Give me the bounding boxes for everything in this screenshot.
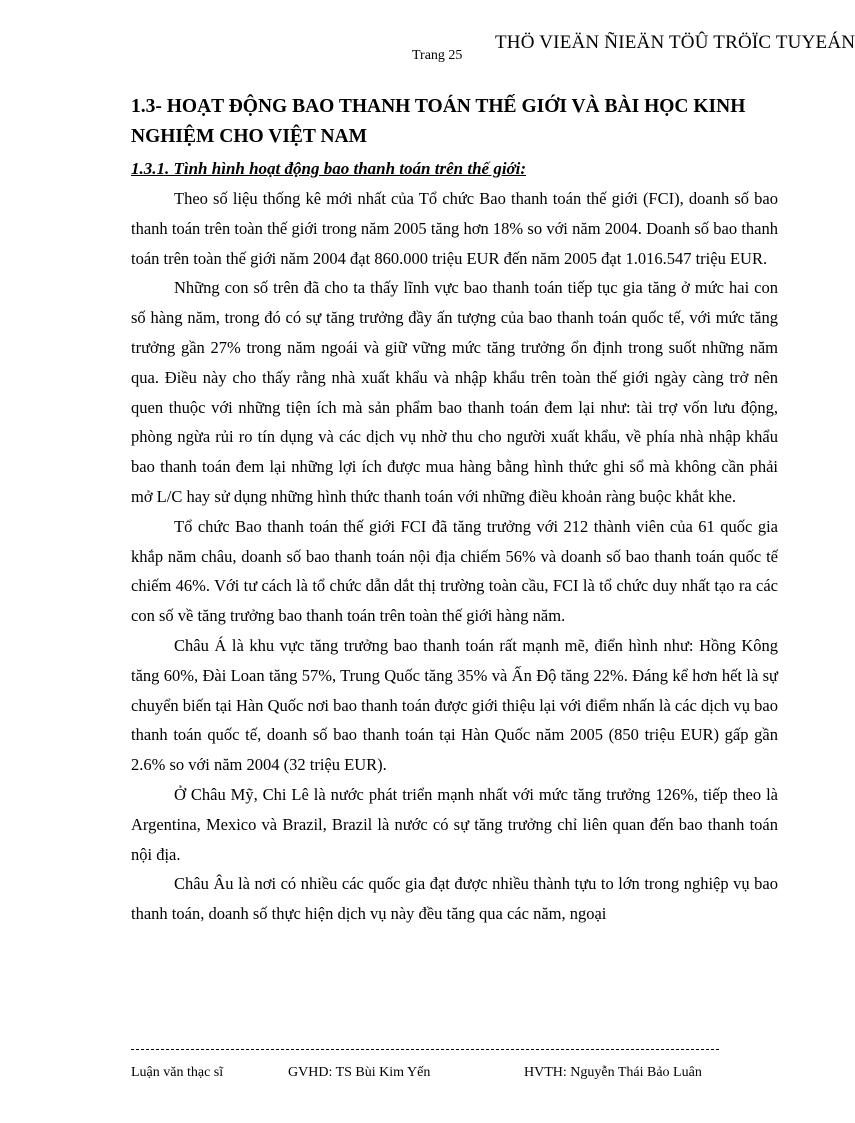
page-number: Trang 25 [412,48,463,63]
paragraph: Ở Châu Mỹ, Chi Lê là nước phát triển mạnh nhất với mức tăng trưởng 126%, tiếp theo là Argentina, Mexico và Brazil, Brazil là nước có sự tăng trưởng chỉ liên quan đến bao thanh toán nội địa. [131,784,778,864]
footer-author: HVTH: Nguyễn Thái Bảo Luân [524,1065,702,1080]
section-heading: 1.3- HOẠT ĐỘNG BAO THANH TOÁN THẾ GIỚI VÀ BÀI HỌC KINH NGHIỆM CHO VIỆT NAM [131,96,746,147]
paragraph: Tổ chức Bao thanh toán thế giới FCI đã tăng trưởng với 212 thành viên của 61 quốc gia khắp năm châu, doanh số bao thanh toán nội địa chiếm 56% và doanh số bao thanh toán quốc tế chiếm 46%. Với tư cách là tổ chức dẫn dắt thị trường toàn cầu, FCI là tổ chức duy nhất tạo ra các con số về tăng trưởng bao thanh toán trên toàn thế giới hàng năm. [131,516,778,626]
paragraph: Châu Âu là nơi có nhiều các quốc gia đạt được nhiều thành tựu to lớn trong nghiệp vụ bao thanh toán, doanh số thực hiện dịch vụ này đều tăng qua các năm, ngoại [131,874,778,924]
footer-divider [131,1049,719,1050]
footer-thesis-type: Luận văn thạc sĩ [131,1065,224,1080]
footer-advisor: GVHD: TS Bùi Kim Yến [288,1065,431,1080]
paragraph: Châu Á là khu vực tăng trưởng bao thanh toán rất mạnh mẽ, điển hình như: Hồng Kông tăng 60%, Đài Loan tăng 57%, Trung Quốc tăng 35% và Ấn Độ tăng 22%. Đáng kể hơn hết là sự chuyển biến tại Hàn Quốc nơi bao thanh toán được giới thiệu lại với điểm nhấn là các dịch vụ bao thanh toán quốc tế, doanh số bao thanh toán tại Hàn Quốc năm 2005 (850 triệu EUR) gấp gần 2.6% so với năm 2004 (32 triệu EUR). [131,635,778,775]
paragraph: Theo số liệu thống kê mới nhất của Tổ chức Bao thanh toán thế giới (FCI), doanh số bao thanh toán trên toàn thế giới trong năm 2005 tăng hơn 18% so với năm 2004. Doanh số bao thanh toán trên toàn thế giới năm 2004 đạt 860.000 triệu EUR đến năm 2005 đạt 1.016.547 triệu EUR. [131,189,778,268]
paragraph: Những con số trên đã cho ta thấy lĩnh vực bao thanh toán tiếp tục gia tăng ở mức hai con số hàng năm, trong đó có sự tăng trưởng đầy ấn tượng của bao thanh toán quốc tế, với mức tăng trưởng gần 27% trong năm ngoái và giữ vững mức tăng trưởng ổn định trong suốt những năm qua. Điều này cho thấy rằng nhà xuất khẩu và nhập khẩu trên toàn thế giới ngày càng trở nên quen thuộc với những tiện ích mà sản phẩm bao thanh toán đem lại như: tài trợ vốn lưu động, phòng ngừa rủi ro tín dụng và các dịch vụ nhờ thu cho người xuất khẩu, về phía nhà nhập khẩu bao thanh toán đem lại những lợi ích được mua hàng bằng hình thức ghi sổ mà không cần phải mở L/C hay sử dụng những hình thức thanh toán với những điều khoản ràng buộc khắt khe. [131,278,778,506]
library-header-title: THÖ VIEÄN ÑIEÄN TÖÛ TRÖÏC TUYEÁN [495,32,855,53]
body-text [131,184,778,929]
subsection-heading: 1.3.1. Tình hình hoạt động bao thanh toán trên thế giới: [131,159,527,178]
